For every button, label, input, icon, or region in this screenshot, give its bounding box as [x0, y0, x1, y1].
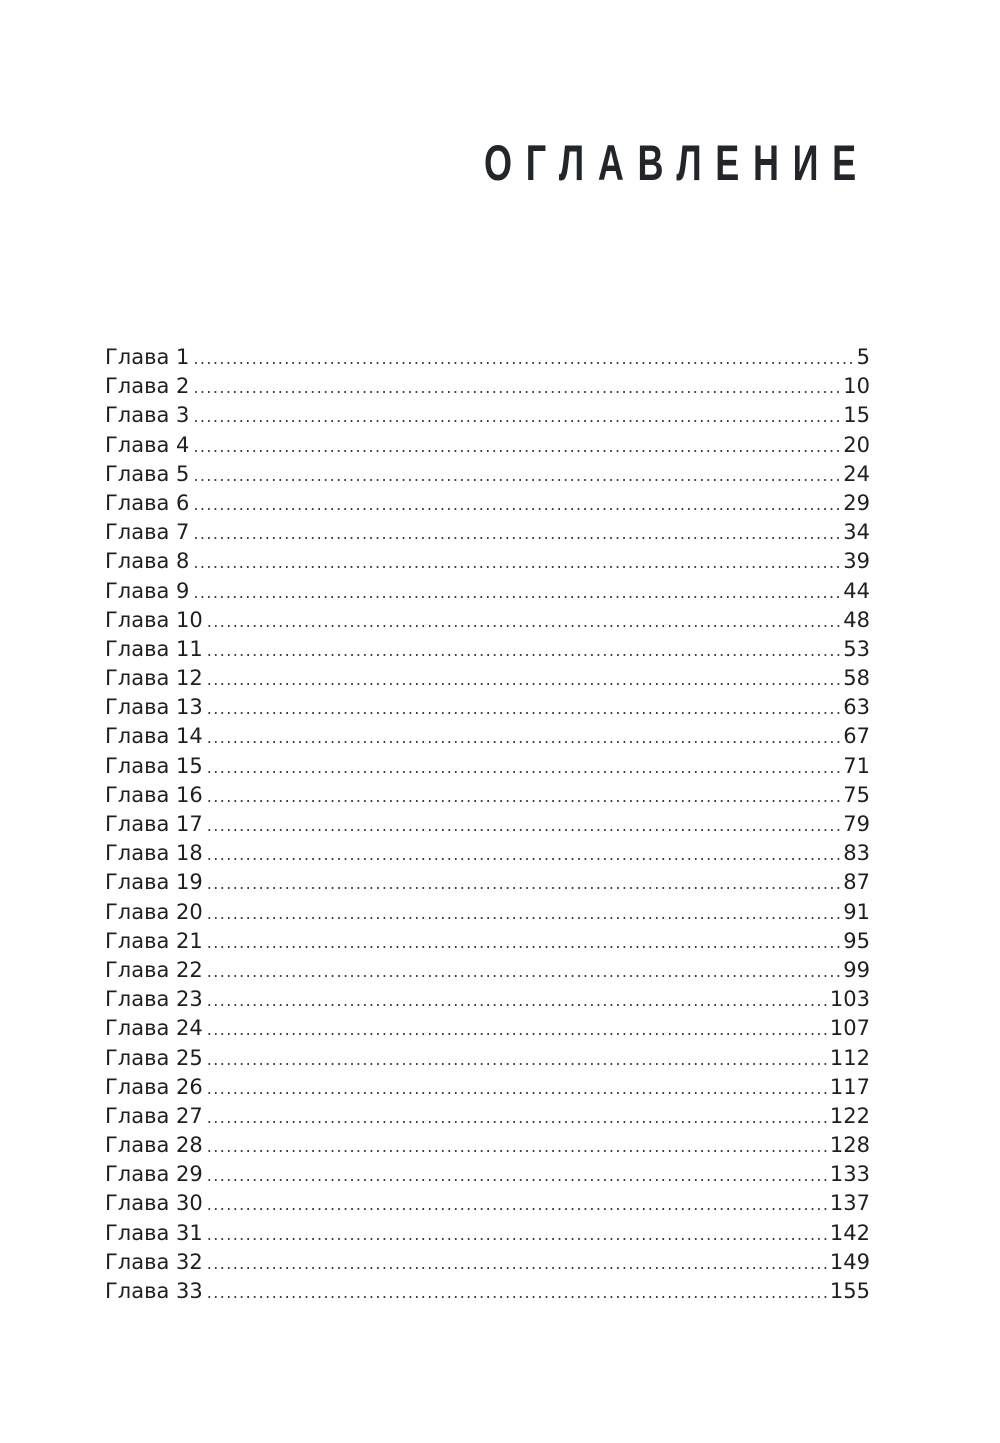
- dot-leader: [207, 928, 842, 957]
- toc-entry-label: Глава 27: [105, 1103, 203, 1128]
- dot-leader: [207, 1161, 828, 1190]
- toc-entry-page-number: 5: [856, 345, 870, 369]
- toc-entry-page-number: 112: [829, 1045, 870, 1070]
- toc-entry-page-number: 99: [843, 957, 870, 982]
- dot-leader: [207, 1190, 828, 1219]
- toc-entry-page-number: 83: [843, 841, 870, 866]
- dot-leader: [207, 1074, 828, 1103]
- toc-entry[interactable]: [105, 1131, 870, 1160]
- toc-entry-page-number: 128: [829, 1133, 870, 1158]
- toc-entry-page-number: 107: [829, 1016, 870, 1041]
- toc-entry-label: Глава 19: [105, 870, 203, 895]
- toc-entry-label: Глава 6: [105, 490, 190, 515]
- toc-entry-page-number: 103: [829, 987, 870, 1012]
- dot-leader: [193, 373, 841, 402]
- toc-entry-label: Глава 11: [105, 636, 203, 661]
- toc-entry-label: Глава 7: [105, 520, 190, 545]
- toc-entry-label: Глава 14: [105, 724, 203, 749]
- toc-entry[interactable]: [105, 577, 870, 606]
- toc-entry-label: Глава 21: [105, 928, 203, 953]
- toc-entry-page-number: 48: [843, 607, 870, 632]
- toc-entry-label: Глава 23: [105, 987, 203, 1012]
- dot-leader: [207, 899, 842, 928]
- dot-leader: [207, 1278, 828, 1307]
- toc-entry[interactable]: [105, 693, 870, 722]
- toc-entry-label: Глава 22: [105, 957, 203, 982]
- toc-entry-page-number: 91: [843, 899, 870, 924]
- toc-entry-page-number: 117: [829, 1074, 870, 1099]
- toc-entry-page-number: 20: [843, 432, 870, 457]
- toc-entry-label: Глава 30: [105, 1191, 203, 1216]
- toc-entry-page-number: 122: [829, 1103, 870, 1128]
- toc-entry-label: Глава 28: [105, 1133, 203, 1158]
- toc-entry[interactable]: [105, 372, 870, 401]
- toc-entry[interactable]: [105, 781, 870, 810]
- toc-entry-page-number: 10: [843, 374, 870, 399]
- dot-leader: [193, 402, 841, 431]
- toc-entry-label: Глава 32: [105, 1249, 203, 1274]
- toc-entry[interactable]: [105, 343, 870, 372]
- toc-entry-label: Глава 26: [105, 1074, 203, 1099]
- toc-entry-page-number: 133: [829, 1162, 870, 1187]
- toc-entry-label: Глава 33: [105, 1279, 203, 1303]
- toc-entry[interactable]: [105, 956, 870, 985]
- toc-entry-label: Глава 12: [105, 666, 203, 691]
- toc-entry-label: Глава 10: [105, 607, 203, 632]
- table-of-contents: [105, 343, 870, 1306]
- toc-entry[interactable]: [105, 898, 870, 927]
- toc-entry-page-number: 34: [843, 520, 870, 545]
- toc-entry[interactable]: [105, 635, 870, 664]
- toc-entry[interactable]: [105, 1014, 870, 1043]
- toc-entry-label: Глава 25: [105, 1045, 203, 1070]
- toc-entry-page-number: 79: [843, 812, 870, 836]
- toc-entry-page-number: 58: [843, 666, 870, 691]
- dot-leader: [193, 578, 841, 607]
- toc-entry[interactable]: [105, 985, 870, 1014]
- dot-leader: [207, 636, 842, 665]
- toc-entry-label: Глава 31: [105, 1220, 203, 1245]
- toc-entry-label: Глава 16: [105, 782, 203, 807]
- toc-entry-label: Глава 29: [105, 1162, 203, 1187]
- toc-entry[interactable]: [105, 1073, 870, 1102]
- toc-entry[interactable]: [105, 1160, 870, 1189]
- toc-entry-label: Глава 8: [105, 549, 190, 574]
- dot-leader: [193, 490, 841, 519]
- toc-entry[interactable]: [105, 752, 870, 781]
- dot-leader: [193, 548, 841, 577]
- toc-entry[interactable]: [105, 489, 870, 518]
- toc-entry-page-number: 39: [843, 549, 870, 574]
- toc-entry-label: Глава 15: [105, 753, 203, 778]
- dot-leader: [207, 753, 842, 782]
- dot-leader: [193, 519, 841, 548]
- toc-entry-page-number: 75: [843, 782, 870, 807]
- toc-entry-page-number: 67: [843, 724, 870, 749]
- toc-entry-page-number: 137: [829, 1191, 870, 1216]
- toc-entry-label: Глава 24: [105, 1016, 203, 1041]
- toc-entry-label: Глава 20: [105, 899, 203, 924]
- toc-entry-label: Глава 4: [105, 432, 190, 457]
- toc-entry[interactable]: [105, 518, 870, 547]
- toc-entry-page-number: 15: [843, 403, 870, 428]
- toc-entry[interactable]: [105, 460, 870, 489]
- dot-leader: [193, 432, 841, 461]
- dot-leader: [207, 957, 842, 986]
- dot-leader: [207, 665, 842, 694]
- dot-leader: [207, 1045, 828, 1074]
- dot-leader: [207, 986, 828, 1015]
- toc-entry-label: Глава 5: [105, 461, 190, 486]
- dot-leader: [207, 869, 842, 898]
- toc-entry-page-number: 142: [829, 1220, 870, 1245]
- toc-entry-page-number: 155: [829, 1279, 870, 1303]
- toc-entry-page-number: 29: [843, 490, 870, 515]
- page-title: ОГЛАВЛЕНИЕ: [484, 135, 870, 191]
- toc-entry[interactable]: [105, 839, 870, 868]
- toc-entry[interactable]: [105, 868, 870, 897]
- toc-entry-label: Глава 1: [105, 345, 190, 369]
- toc-entry-label: Глава 2: [105, 374, 190, 399]
- dot-leader: [207, 840, 842, 869]
- toc-entry[interactable]: [105, 927, 870, 956]
- toc-entry[interactable]: [105, 606, 870, 635]
- toc-entry[interactable]: [105, 1102, 870, 1131]
- dot-leader: [207, 1015, 828, 1044]
- dot-leader: [207, 723, 842, 752]
- toc-entry[interactable]: [105, 431, 870, 460]
- toc-entry[interactable]: [105, 1219, 870, 1248]
- toc-entry[interactable]: [105, 664, 870, 693]
- toc-entry-page-number: 149: [829, 1249, 870, 1274]
- toc-entry-label: Глава 17: [105, 812, 203, 836]
- dot-leader: [207, 782, 842, 811]
- dot-leader: [207, 1249, 828, 1278]
- toc-entry-label: Глава 18: [105, 841, 203, 866]
- toc-entry[interactable]: [105, 810, 870, 839]
- toc-entry-label: Глава 9: [105, 578, 190, 603]
- toc-entry-page-number: 71: [843, 753, 870, 778]
- toc-entry[interactable]: [105, 401, 870, 430]
- dot-leader: [207, 694, 842, 723]
- toc-entry[interactable]: [105, 1248, 870, 1277]
- toc-entry-page-number: 44: [843, 578, 870, 603]
- toc-entry[interactable]: [105, 1189, 870, 1218]
- toc-entry-page-number: 95: [843, 928, 870, 953]
- dot-leader: [207, 1220, 828, 1249]
- dot-leader: [207, 1132, 828, 1161]
- toc-entry-page-number: 63: [843, 695, 870, 720]
- dot-leader: [193, 461, 841, 490]
- toc-entry[interactable]: [105, 722, 870, 751]
- toc-entry[interactable]: [105, 1044, 870, 1073]
- toc-entry-label: Глава 3: [105, 403, 190, 428]
- toc-entry-page-number: 53: [843, 636, 870, 661]
- toc-entry-page-number: 24: [843, 461, 870, 486]
- dot-leader: [193, 344, 854, 373]
- toc-entry[interactable]: [105, 547, 870, 576]
- toc-entry-label: Глава 13: [105, 695, 203, 720]
- dot-leader: [207, 1103, 828, 1132]
- dot-leader: [207, 811, 842, 840]
- dot-leader: [207, 607, 842, 636]
- toc-entry[interactable]: [105, 1277, 870, 1306]
- toc-entry-page-number: 87: [843, 870, 870, 895]
